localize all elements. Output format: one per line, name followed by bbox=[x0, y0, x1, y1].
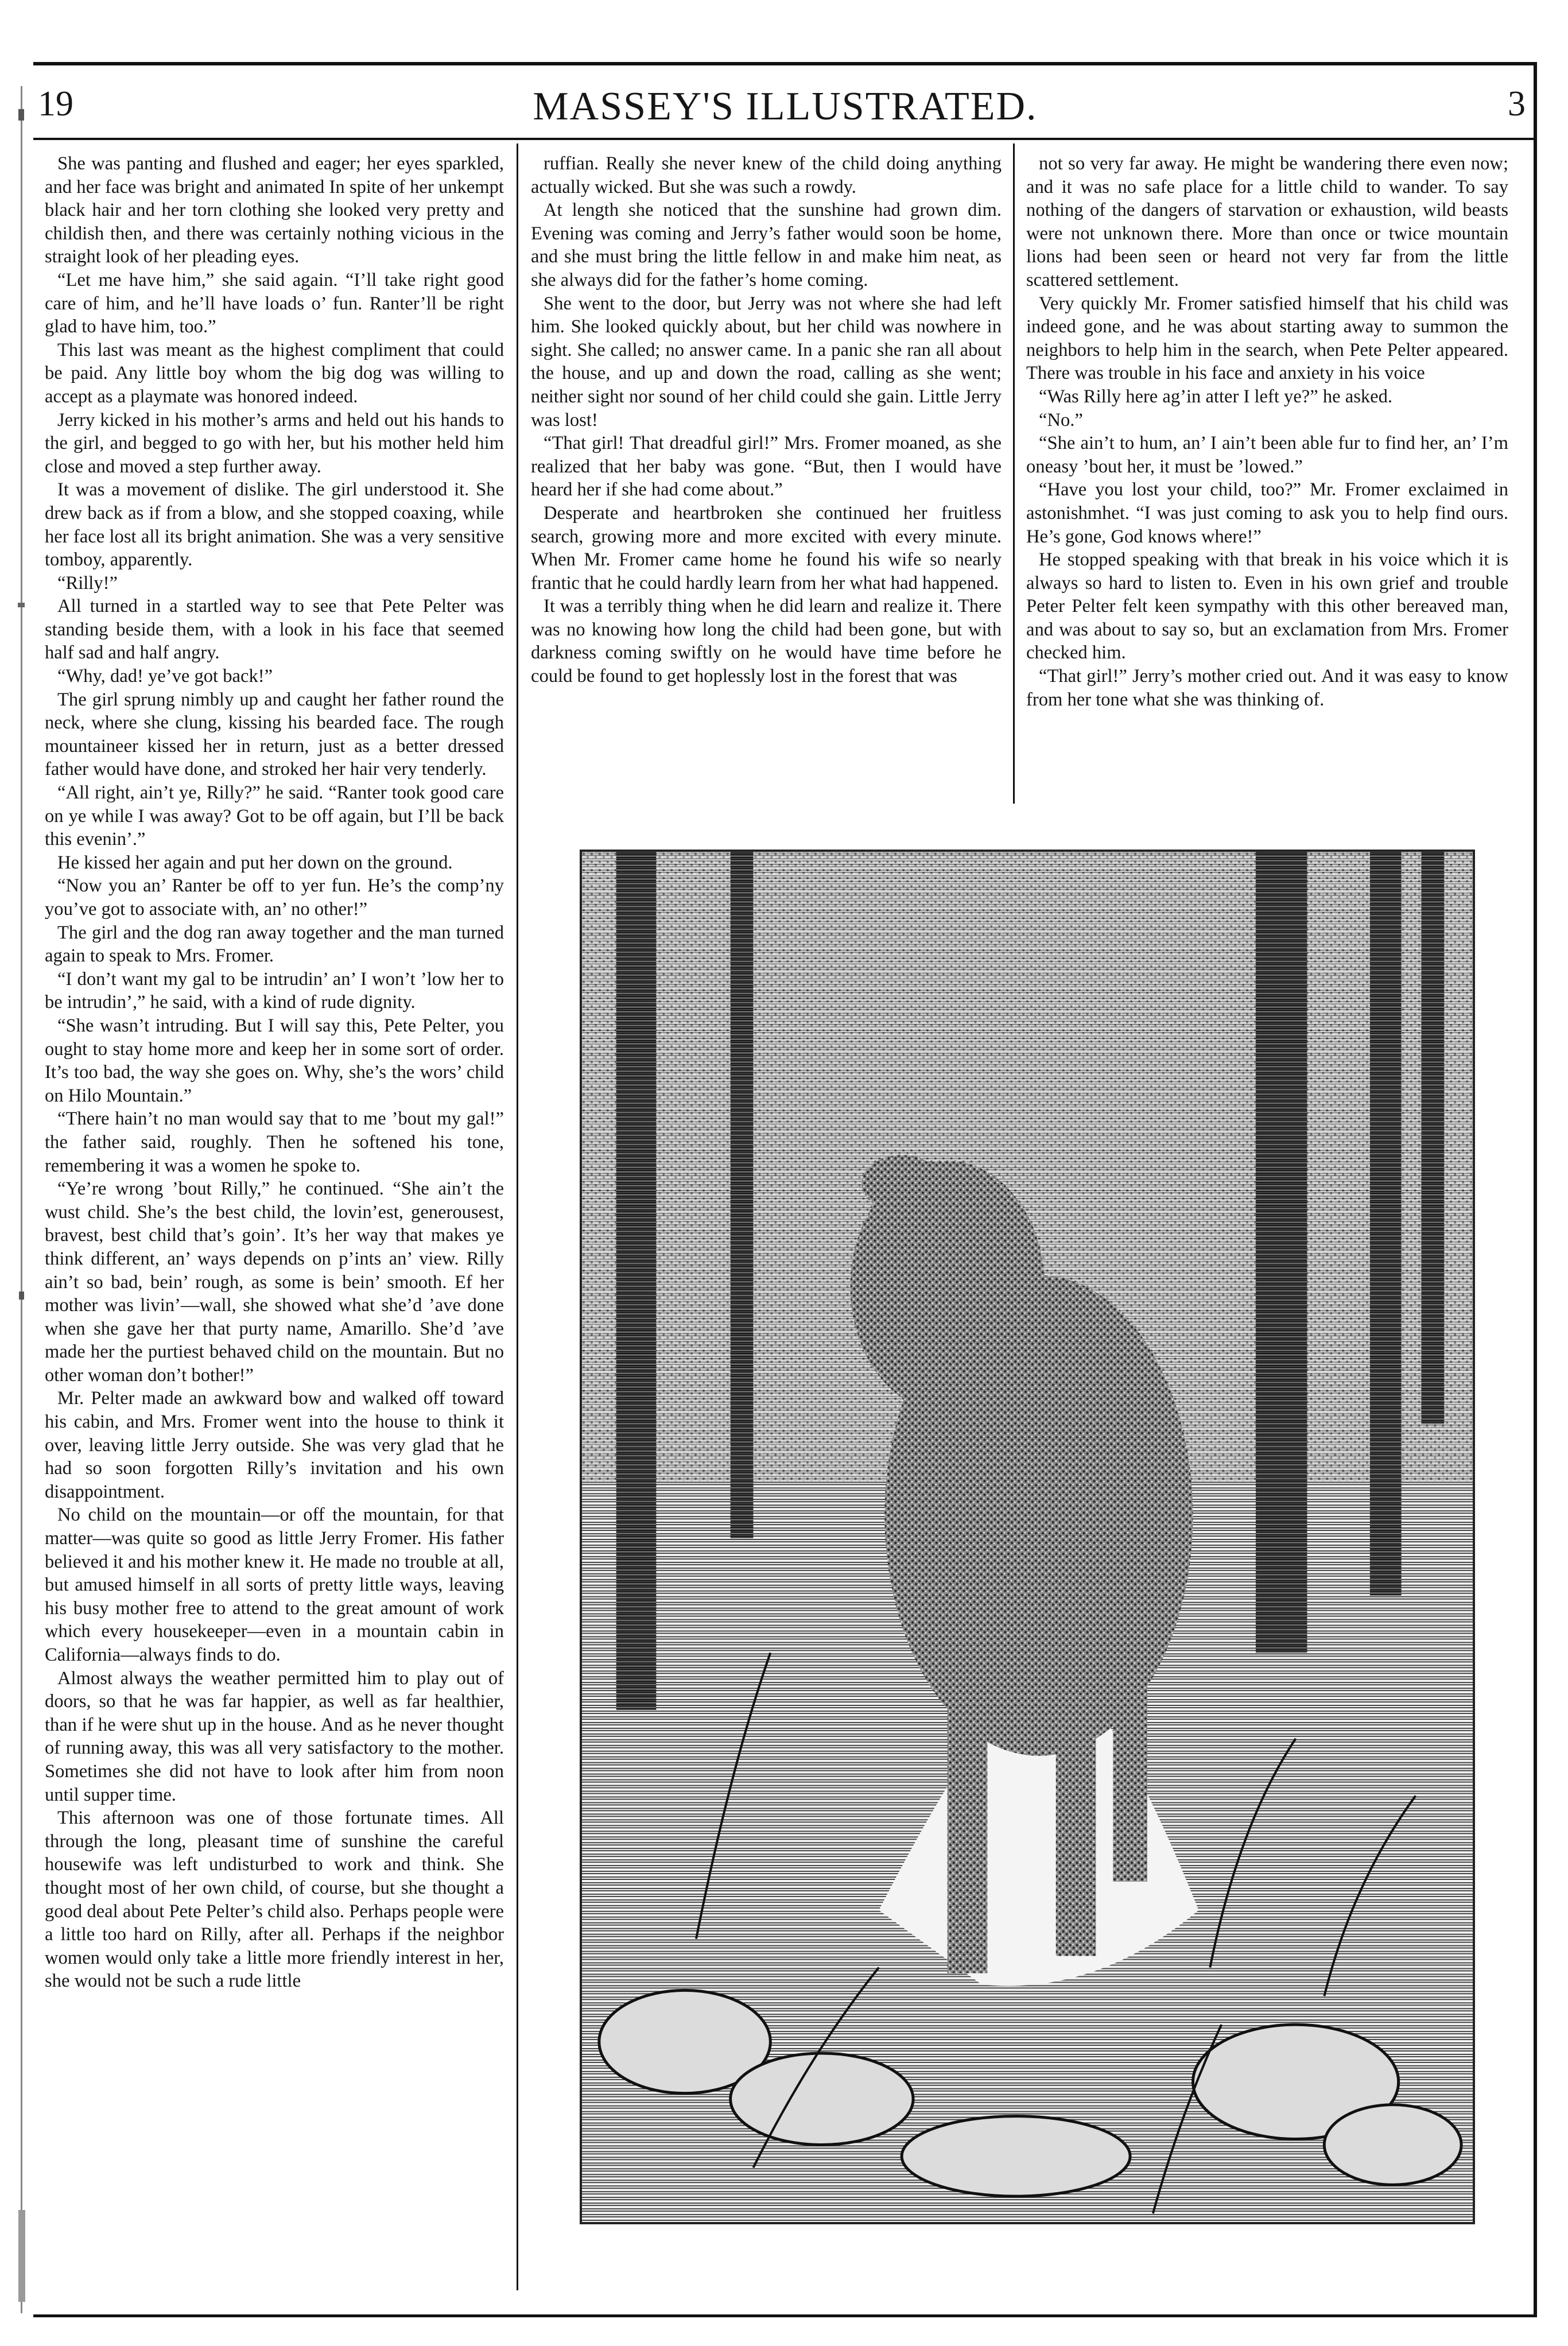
paragraph: “She ain’t to hum, an’ I ain’t been able fur to find her, an’ I’m oneasy ’bout her, it must be ’lowed.” bbox=[1026, 433, 1508, 477]
paragraph: Jerry kicked in his mother’s arms and held out his hands to the girl, and begged to go with her, but his mother held him close and moved a step further away. bbox=[45, 409, 504, 477]
paragraph: No child on the mountain—or off the mountain, for that matter—was quite so good as little Jerry Fromer. His father believed it and his mother knew it. He made no trouble at all, but amused himself in all sorts of pretty little ways, leaving his busy mother free to attend to the great amount of work which every housekeeper—even in a mountain cabin in California—always finds to do. bbox=[45, 1504, 504, 1665]
text-column-3 bbox=[1026, 152, 1508, 711]
bottom-rule bbox=[33, 2314, 1537, 2317]
paragraph: ruffian. Really she never knew of the child doing anything actually wicked. But she was such a rowdy. bbox=[531, 153, 1002, 197]
engraving-lamb-on-forest-path-icon bbox=[582, 852, 1473, 2222]
paragraph: She went to the door, but Jerry was not where she had left him. She looked quickly about, but her child was nowhere in sight. She called; no answer came. In a panic she ran all about the house, and up and down the road, calling as she went; neither sight nor sound of her child could she gain. Little Jerry was lost! bbox=[531, 293, 1002, 431]
paragraph: not so very far away. He might be wandering there even now; and it was no safe place for a little child to wander. To say nothing of the dangers of starvation or exhaustion, wild beasts were not unknown there. More than once or twice mountain lions had been seen or heard not very far from the little scattered settlement. bbox=[1026, 153, 1508, 290]
paragraph: Very quickly Mr. Fromer satisfied himself that his child was indeed gone, and he was about starting away to summon the neighbors to help him in the search, when Pete Pelter appeared. There was trouble in his face and anxiety in his voice bbox=[1026, 293, 1508, 384]
top-rule-thick bbox=[33, 62, 1537, 65]
column-divider-1 bbox=[517, 144, 518, 2290]
paragraph: “All right, ain’t ye, Rilly?” he said. “Ranter took good care on ye while I was away? Got to be off again, but I’ll be back this evenin’.” bbox=[45, 782, 504, 850]
paragraph: This afternoon was one of those fortunate times. All through the long, pleasant time of sunshine the careful housewife was left undisturbed to work and think. She thought most of her own child, of course, but she thought a good deal about Pete Pelter’s child also. Perhaps people were a little too hard on Rilly, after all. Perhaps if the neighbor women would only take a little more friendly interest in her, she would not be such a rude little bbox=[45, 1808, 504, 1992]
paragraph: “Let me have him,” she said again. “I’ll take right good care of him, and he’ll have loads o’ fun. Ranter’ll be right glad to have him, too.” bbox=[45, 269, 504, 338]
column-divider-2 bbox=[1013, 144, 1015, 804]
paragraph: “There hain’t no man would say that to me ’bout my gal!” the father said, roughly. Then he softened his tone, remembering it was a women he spoke to. bbox=[45, 1108, 504, 1176]
paragraph: All turned in a startled way to see that Pete Pelter was standing beside them, with a look in his face that seemed half sad and half angry. bbox=[45, 596, 504, 664]
page-number: 3 bbox=[1508, 84, 1526, 123]
paragraph: “Rilly!” bbox=[57, 572, 118, 594]
text-column-1 bbox=[45, 152, 504, 1993]
paragraph: She was panting and flushed and eager; her eyes sparkled, and her face was bright and animated In spite of her unkempt black hair and her torn clothing she looked very pretty and childish then, and there was certainly nothing vicious in the straight look of her pleading eyes. bbox=[45, 153, 504, 267]
paragraph: “Have you lost your child, too?” Mr. Fromer exclaimed in astonishmhet. “I was just coming to ask you to help find ours. He’s gone, God knows where!” bbox=[1026, 479, 1508, 547]
paragraph: “No.” bbox=[1039, 409, 1083, 431]
paragraph: “That girl! That dreadful girl!” Mrs. Fromer moaned, as she realized that her baby was gone. “But, then I would have heard her if she had come about.” bbox=[531, 433, 1002, 501]
binding-edge-noise bbox=[17, 86, 29, 2313]
paragraph: Desperate and heartbroken she continued her fruitless search, growing more and more excited with every minute. When Mr. Fromer came home he found his wife so nearly frantic that he could hardly learn from her what had happened. bbox=[531, 502, 1002, 594]
paragraph: He stopped speaking with that break in his voice which it is always so hard to listen to. Even in his own grief and trouble Peter Pelter felt keen sympathy with this other bereaved man, and was about to say so, but an exclamation from Mrs. Fromer checked him. bbox=[1026, 549, 1508, 664]
page-header bbox=[33, 78, 1537, 135]
paragraph: This last was meant as the highest compliment that could be paid. Any little boy whom the big dog was willing to accept as a playmate was honored indeed. bbox=[45, 339, 504, 407]
paragraph: “She wasn’t intruding. But I will say this, Pete Pelter, you ought to stay home more and keep her in some sort of order. It’s too bad, the way she goes on. Why, she’s the wors’ child on Hilo Mountain.” bbox=[45, 1015, 504, 1106]
paragraph: “That girl!” Jerry’s mother cried out. And it was easy to know from her tone what she was thinking of. bbox=[1026, 666, 1508, 710]
paragraph: “I don’t want my gal to be intrudin’ an’ I won’t ’low her to be intrudin’,” he said, with a kind of rude dignity. bbox=[45, 968, 504, 1013]
paragraph: The girl and the dog ran away together and the man turned again to speak to Mrs. Fromer. bbox=[45, 922, 504, 967]
paragraph: Mr. Pelter made an awkward bow and walked off toward his cabin, and Mrs. Fromer went into the house to think it over, leaving little Jerry outside. She was very glad that he had so soon forgotten Rilly’s invitation and his own disappointment. bbox=[45, 1388, 504, 1502]
paragraph: The girl sprung nimbly up and caught her father round the neck, where she clung, kissing his bearded face. The rough mountaineer kissed her in return, just as a better dressed father would have done, and stroked her hair very tenderly. bbox=[45, 689, 504, 780]
paragraph: “Why, dad! ye’ve got back!” bbox=[57, 666, 273, 687]
right-border bbox=[1534, 62, 1537, 2317]
header-rule bbox=[33, 138, 1537, 140]
text-column-2 bbox=[531, 152, 1002, 688]
paragraph: He kissed her again and put her down on the ground. bbox=[57, 852, 453, 873]
paragraph: It was a movement of dislike. The girl understood it. She drew back as if from a blow, and she stopped coaxing, while her face lost all its bright animation. She was a very sensitive tomboy, apparently. bbox=[45, 479, 504, 571]
paragraph: “Now you an’ Ranter be off to yer fun. He’s the comp’ny you’ve got to associate with, an’ no other!” bbox=[45, 875, 504, 920]
header-left-number: 19 bbox=[38, 84, 73, 123]
publication-title: MASSEY'S ILLUSTRATED. bbox=[533, 84, 1038, 129]
paragraph: “Ye’re wrong ’bout Rilly,” he continued. “She ain’t the wust child. She’s the best child, the lovin’est, generousest, bravest, best child that’s goin’. It’s her way that makes ye think different, an’ ways depends on p’ints an’ view. Rilly ain’t so bad, bein’ rough, as some is bein’ smooth. Ef her mother was livin’—wall, she showed what she’d ’ave done when she gave her that purty name, Amarillo. She’d ’ave made her the purtiest behaved child on the mountain. But no other woman don’t bother!” bbox=[45, 1178, 504, 1386]
paragraph: “Was Rilly here ag’in atter I left ye?” he asked. bbox=[1039, 386, 1393, 407]
paragraph: It was a terribly thing when he did learn and realize it. There was no knowing how long the child had been gone, but with darkness coming swiftly on he would have time before he could be found to get hoplessly lost in the forest that was bbox=[531, 596, 1002, 687]
paragraph: At length she noticed that the sunshine had grown dim. Evening was coming and Jerry’s father would soon be home, and she must bring the little fellow in and make him neat, as she always did for the father’s home coming. bbox=[531, 200, 1002, 290]
lamb-illustration bbox=[580, 850, 1475, 2224]
paragraph: Almost always the weather permitted him to play out of doors, so that he was far happier, as well as far healthier, than if he were shut up in the house. And as he never thought of running away, this was all very satisfactory to the mother. Sometimes she did not have to look after him from noon until supper time. bbox=[45, 1668, 504, 1805]
